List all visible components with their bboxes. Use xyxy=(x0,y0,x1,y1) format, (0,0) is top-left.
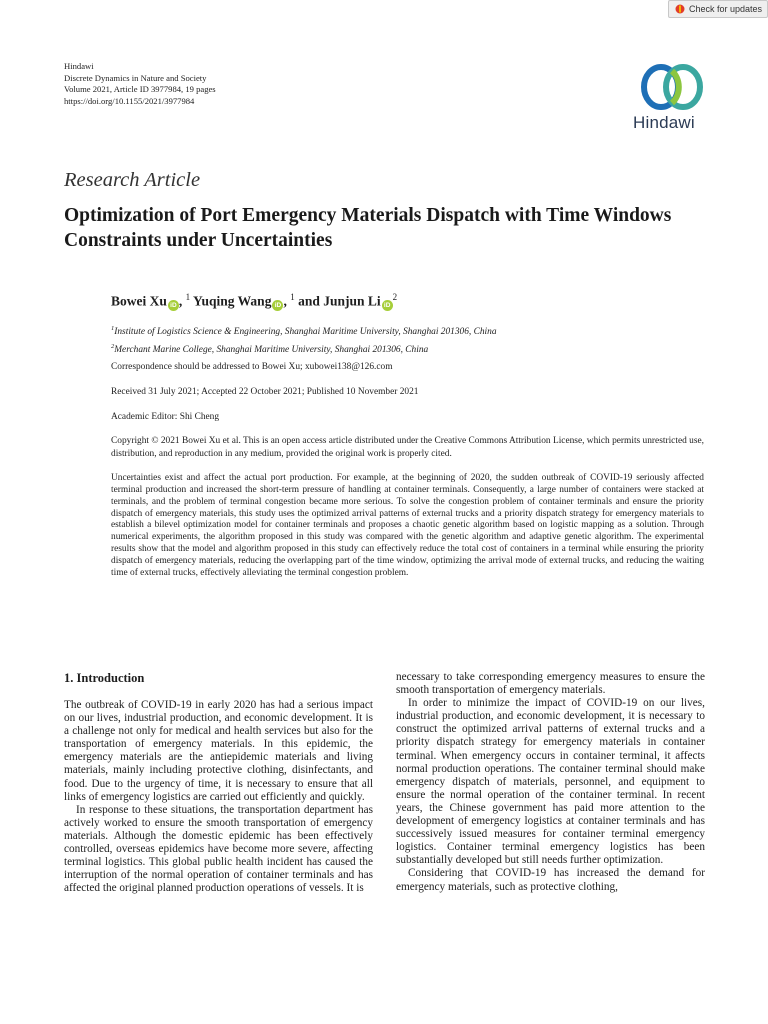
copyright-notice: Copyright © 2021 Bowei Xu et al. This is an open access article distributed under the Creative Commons Attribution License, which permits unrestricted use, distribution, and reproduction in any medium, provided the original work is properly cited. xyxy=(111,436,704,459)
abstract: Uncertainties exist and affect the actual port production. For example, at the beginning of 2020, the sudden outbreak of COVID-19 seriously affected terminal production and increased the short-term pressure of handling at container terminals. Consequently, a large number of containers were stacked at terminals, and the problem of terminal congestion became more serious. To solve the congestion problem of container terminals and ensure the priority dispatch of emergency materials, this study uses the optimized arrival patterns of external trucks and a priority dispatch strategy for emergency materials to establish a bilevel optimization model for container terminals and proposes a chaotic genetic algorithm based on logistic mapping as a solution. Through numerical experiments, the algorithm proposed in this study was compared with the genetic algorithm and adaptive genetic algorithm. The experimental results show that the model and algorithm proposed in this study can effectively reduce the total cost of containers in a terminal while ensuring the priority dispatch of emergency materials, reducing the overlapping part of the time window, optimizing the arrival mode of external trucks, and reducing the waiting time of external trucks, effectively alleviating the terminal congestion problem. xyxy=(111,473,704,578)
correspondence: Correspondence should be addressed to Bowei Xu; xubowei138@126.com xyxy=(111,362,393,372)
publication-dates: Received 31 July 2021; Accepted 22 October 2021; Published 10 November 2021 xyxy=(111,387,419,397)
body-paragraph: In response to these situations, the transportation department has actively worked to ensure the smooth transportation of emergency materials. Although the domestic epidemic has been effectively controlled, overseas epidemics have become more severe, affecting terminal logistics. This global public health incident has caused the interruption of the normal operation of container terminals and has affected the original planned production operations of vessels. It is xyxy=(64,803,373,895)
author-name: Junjun Li xyxy=(323,293,381,309)
affiliation-line: $^2$Merchant Marine College, Shanghai Maritime University, Shanghai 201306, China xyxy=(111,342,429,355)
publisher-name: Hindawi xyxy=(64,61,94,71)
affiliations xyxy=(111,322,497,357)
author-name: Yuqing Wang xyxy=(193,293,272,309)
affiliation-marker: 1 xyxy=(290,292,295,302)
author-name: Bowei Xu xyxy=(111,293,167,309)
author-list: Bowei Xu iD , $^1$ Yuqing Wang iD , $^1$ and Junjun Li $iD^2$ xyxy=(111,292,398,309)
crossmark-icon xyxy=(675,4,685,14)
check-for-updates-button[interactable] xyxy=(668,0,768,18)
body-paragraph: necessary to take corresponding emergency measures to ensure the smooth transportation of emergency materials. xyxy=(396,671,705,697)
affiliation-marker: 1 xyxy=(185,292,191,302)
body-column-left xyxy=(64,699,373,895)
orcid-icon[interactable]: iD xyxy=(382,300,393,311)
orcid-icon[interactable]: iD xyxy=(168,300,179,311)
journal-volume: Volume 2021, Article ID 3977984, 19 pages xyxy=(64,84,216,95)
hindawi-logo xyxy=(633,62,713,133)
body-paragraph: The outbreak of COVID-19 in early 2020 has had a serious impact on our lives, industrial production, and economic development. It is a challenge not only for medical and health services but also for the transportation of emergency materials. In this epidemic, the emergency materials are the antiepidemic materials and living materials, mainly including protective clothing, disinfectants, and food. Due to the urgency of time, it is necessary to ensure that all links of emergency logistics are carried out efficiently and quickly. xyxy=(64,699,373,803)
hindawi-logo-text: Hindawi xyxy=(633,113,695,132)
article-type: Research Article xyxy=(64,169,201,191)
article-title: Optimization of Port Emergency Materials Dispatch with Time Windows Constraints under Uncertainties xyxy=(64,205,672,251)
affiliation-marker: 2 xyxy=(392,292,398,302)
body-paragraph: Considering that COVID-19 has increased the demand for emergency materials, such as protective clothing, xyxy=(396,867,705,893)
orcid-icon[interactable]: iD xyxy=(272,300,283,311)
journal-info xyxy=(64,61,216,107)
check-for-updates-label: Check for updates xyxy=(689,4,763,14)
hindawi-logo-icon xyxy=(640,62,704,112)
body-paragraph: In order to minimize the impact of COVID-19 on our lives, industrial production, and economic development, it is necessary to construct the optimized arrival patterns of external trucks and a priority dispatch strategy for emergency materials in container terminal. When emergency occurs in container terminal, it affects normal production operations. The container terminal should make emergency dispatch of materials, personnel, and equipment to ensure the normal operation of the container terminal. In recent years, the Chinese government has paid more attention to the development of emergency logistics at container terminals and has successively issued measures for container terminal emergency logistics. Container terminal emergency logistics has been substantially developed but still needs further optimization. xyxy=(396,697,705,867)
body-column-right xyxy=(396,671,705,894)
affiliation-line: $^1$Institute of Logistics Science & Engineering, Shanghai Maritime University, Shanghai 201306, China xyxy=(111,325,497,338)
doi-link[interactable]: https://doi.org/10.1155/2021/3977984 xyxy=(64,95,195,106)
academic-editor: Academic Editor: Shi Cheng xyxy=(111,412,220,422)
section-heading: 1. Introduction xyxy=(64,671,145,685)
journal-name: Discrete Dynamics in Nature and Society xyxy=(64,72,207,83)
